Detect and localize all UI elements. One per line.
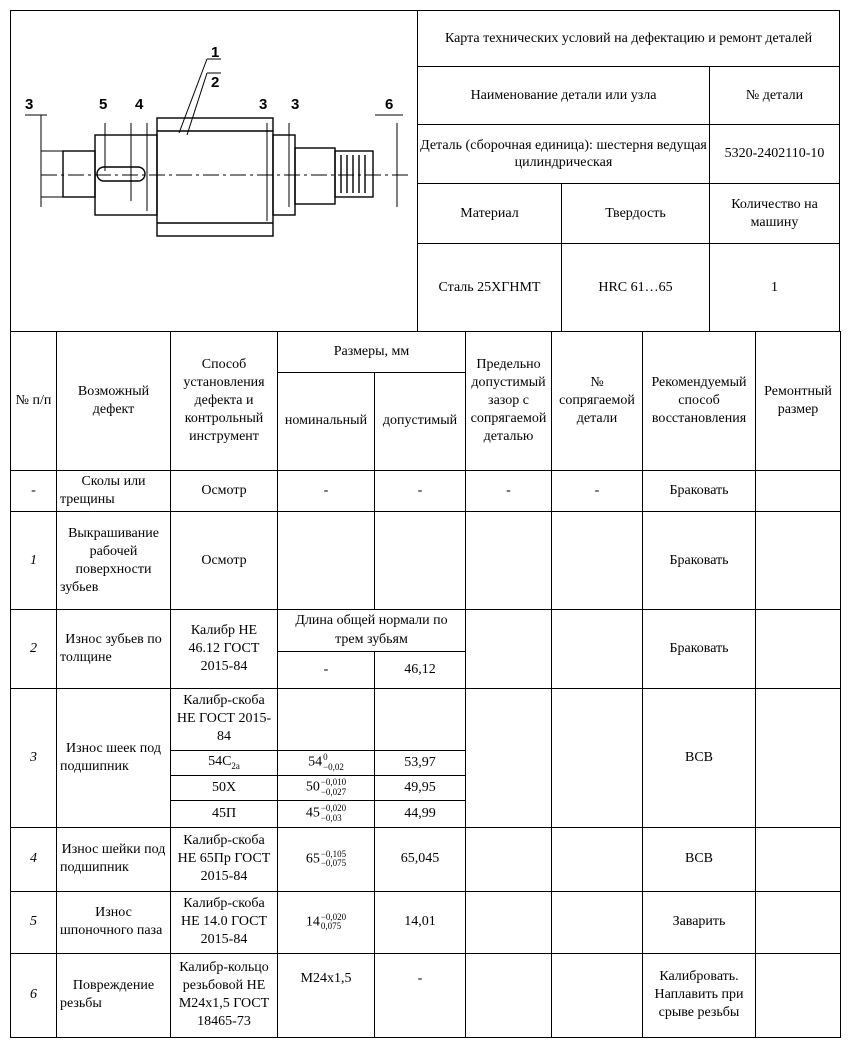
- row-method: Калибр-скоба НЕ ГОСТ 2015-84: [171, 688, 278, 750]
- part-no-label: № детали: [709, 66, 840, 125]
- row-clearance: [466, 953, 552, 1037]
- tech-conditions-card: [10, 10, 840, 1035]
- fit-class: [171, 775, 278, 800]
- row-mating: [552, 827, 643, 891]
- nominal-value: 65: [305, 851, 320, 867]
- col-allowed: допустимый: [375, 373, 466, 471]
- part-name-label: Наименование детали или узла: [417, 66, 710, 125]
- table-row: [11, 827, 841, 891]
- row-method: Калибр-скоба НЕ 65Пр ГОСТ 2015-84: [171, 827, 278, 891]
- col-nominal: номинальный: [278, 373, 375, 471]
- row-allowed: 65,045: [375, 827, 466, 891]
- row-restore: Браковать: [643, 610, 756, 688]
- row-mating: [552, 891, 643, 953]
- col-repair: Ремонтный размер: [756, 332, 841, 471]
- tolerance: [321, 850, 346, 869]
- row-allowed: -: [375, 953, 466, 1037]
- col-clearance: Предельно допустимый зазор с сопрягаемой деталью: [466, 332, 552, 471]
- row-repair: [756, 512, 841, 610]
- tol-upper: −0,105: [320, 848, 347, 859]
- row-restore: ВСВ: [643, 688, 756, 827]
- row-defect: Износ шейки под подшипник: [57, 827, 171, 891]
- row-allowed: 49,95: [375, 775, 466, 800]
- col-mating: № сопрягаемой детали: [552, 332, 643, 471]
- fit-label: 45П: [211, 805, 237, 821]
- row-allowed: [375, 688, 466, 750]
- table-row: [11, 512, 841, 610]
- row-nominal: [278, 512, 375, 610]
- table-row: [11, 610, 841, 651]
- row-nominal: -: [278, 651, 375, 688]
- callout-3c: 3: [291, 96, 300, 113]
- row-clearance: [466, 688, 552, 827]
- row-nominal: М24х1,5: [278, 953, 375, 1037]
- row-mating: -: [552, 471, 643, 512]
- row-num: 4: [11, 827, 57, 891]
- nominal-value: 50: [305, 779, 320, 795]
- col-defect: Возможный дефект: [57, 332, 171, 471]
- col-method: Способ установления дефекта и контрольный инструмент: [171, 332, 278, 471]
- tol-upper: −0,020: [320, 803, 347, 814]
- nominal-value: 45: [305, 805, 320, 821]
- row-allowed: 14,01: [375, 891, 466, 953]
- part-number: 5320-2402110-10: [709, 124, 840, 184]
- row-method: Калибр НЕ 46.12 ГОСТ 2015-84: [171, 610, 278, 688]
- header-info: [417, 10, 840, 332]
- row-allowed: -: [375, 471, 466, 512]
- fit-label: 50Х: [211, 779, 237, 795]
- table-row: [11, 891, 841, 953]
- row-method: Осмотр: [171, 512, 278, 610]
- row-num: 1: [11, 512, 57, 610]
- row-restore: Браковать: [643, 512, 756, 610]
- table-row: [11, 688, 841, 750]
- row-mating: [552, 512, 643, 610]
- row-nominal: [278, 800, 375, 827]
- row-restore: Браковать: [643, 471, 756, 512]
- row-nominal: [278, 688, 375, 750]
- row-repair: [756, 827, 841, 891]
- col-restore: Рекомендуемый способ восстановления: [643, 332, 756, 471]
- row-restore: Заварить: [643, 891, 756, 953]
- tolerance: [323, 753, 344, 772]
- row-nominal: -: [278, 471, 375, 512]
- row-mating: [552, 610, 643, 688]
- row-mating: [552, 953, 643, 1037]
- tol-upper: −0,010: [320, 777, 347, 788]
- row-clearance: [466, 512, 552, 610]
- callout-3b: 3: [259, 96, 268, 113]
- callout-6: 6: [385, 96, 394, 113]
- tolerance: [321, 913, 346, 932]
- fit-subscript: 2а: [231, 760, 240, 771]
- callout-2: 2: [211, 74, 220, 91]
- table-row: [11, 471, 841, 512]
- fit-label: 54С: [208, 754, 232, 769]
- row-method: Калибр-скоба НЕ 14.0 ГОСТ 2015-84: [171, 891, 278, 953]
- row-num: 5: [11, 891, 57, 953]
- row-clearance: [466, 610, 552, 688]
- card-title: Карта технических условий на дефектацию и ремонт деталей: [417, 10, 840, 67]
- row-method: Калибр-кольцо резьбовой НЕ М24х1,5 ГОСТ 18465-73: [171, 953, 278, 1037]
- card-header: [10, 10, 840, 332]
- tol-upper: 0: [323, 752, 328, 763]
- tol-lower: 0,075: [320, 921, 342, 932]
- normal-length-label: Длина общей нормали по трем зубьям: [278, 610, 466, 651]
- quantity-label: Количество на машину: [709, 183, 840, 244]
- callout-5: 5: [99, 96, 108, 113]
- callout-3a: 3: [25, 96, 34, 113]
- part-description: Деталь (сборочная единица): шестерня ведущая цилиндрическая: [417, 124, 710, 184]
- fit-class: [171, 750, 278, 775]
- row-defect: Выкрашивание рабочей поверхности зубьев: [57, 512, 171, 610]
- row-nominal: [278, 775, 375, 800]
- col-num: № п/п: [11, 332, 57, 471]
- col-sizes: Размеры, мм: [278, 332, 466, 373]
- row-nominal: [278, 750, 375, 775]
- row-repair: [756, 688, 841, 827]
- defects-table: [10, 331, 841, 1038]
- gear-body: [157, 118, 273, 236]
- tol-lower: −0,03: [320, 812, 342, 823]
- tol-lower: −0,075: [320, 858, 347, 869]
- row-allowed: 44,99: [375, 800, 466, 827]
- row-allowed: 53,97: [375, 750, 466, 775]
- material-label: Материал: [417, 183, 562, 244]
- row-repair: [756, 891, 841, 953]
- row-num: 6: [11, 953, 57, 1037]
- row-method: Осмотр: [171, 471, 278, 512]
- quantity-value: 1: [709, 243, 840, 332]
- hardness-value: HRC 61…65: [561, 243, 710, 332]
- row-clearance: [466, 891, 552, 953]
- row-repair: [756, 953, 841, 1037]
- callout-1: 1: [211, 44, 220, 61]
- tol-lower: −0,027: [320, 786, 347, 797]
- row-repair: [756, 610, 841, 688]
- row-restore: ВСВ: [643, 827, 756, 891]
- row-clearance: -: [466, 471, 552, 512]
- tolerance: [321, 804, 346, 823]
- row-repair: [756, 471, 841, 512]
- row-allowed: [375, 512, 466, 610]
- callout-4: 4: [135, 96, 144, 113]
- row-clearance: [466, 827, 552, 891]
- nominal-value: 14: [305, 914, 320, 930]
- row-defect: Износ зубьев по толщине: [57, 610, 171, 688]
- material-value: Сталь 25ХГНМТ: [417, 243, 562, 332]
- part-drawing: [10, 10, 418, 332]
- row-nominal: [278, 891, 375, 953]
- tolerance: [321, 778, 346, 797]
- row-defect: Износ шпоночного паза: [57, 891, 171, 953]
- row-mating: [552, 688, 643, 827]
- row-num: -: [11, 471, 57, 512]
- row-nominal: [278, 827, 375, 891]
- tol-upper: −0,020: [320, 911, 347, 922]
- row-defect: Повреждение резьбы: [57, 953, 171, 1037]
- fit-class: [171, 800, 278, 827]
- row-defect: Износ шеек под подшипник: [57, 688, 171, 827]
- row-restore: Калибровать. Наплавить при срыве резьбы: [643, 953, 756, 1037]
- shaft-drawing: [11, 11, 416, 331]
- shaft-end-left: [63, 151, 95, 197]
- hardness-label: Твердость: [561, 183, 710, 244]
- row-allowed: 46,12: [375, 651, 466, 688]
- table-row: [11, 953, 841, 1037]
- row-num: 2: [11, 610, 57, 688]
- nominal-value: 54: [308, 754, 323, 770]
- row-defect: Сколы или трещины: [57, 471, 171, 512]
- row-num: 3: [11, 688, 57, 827]
- tol-lower: −0,02: [323, 761, 344, 772]
